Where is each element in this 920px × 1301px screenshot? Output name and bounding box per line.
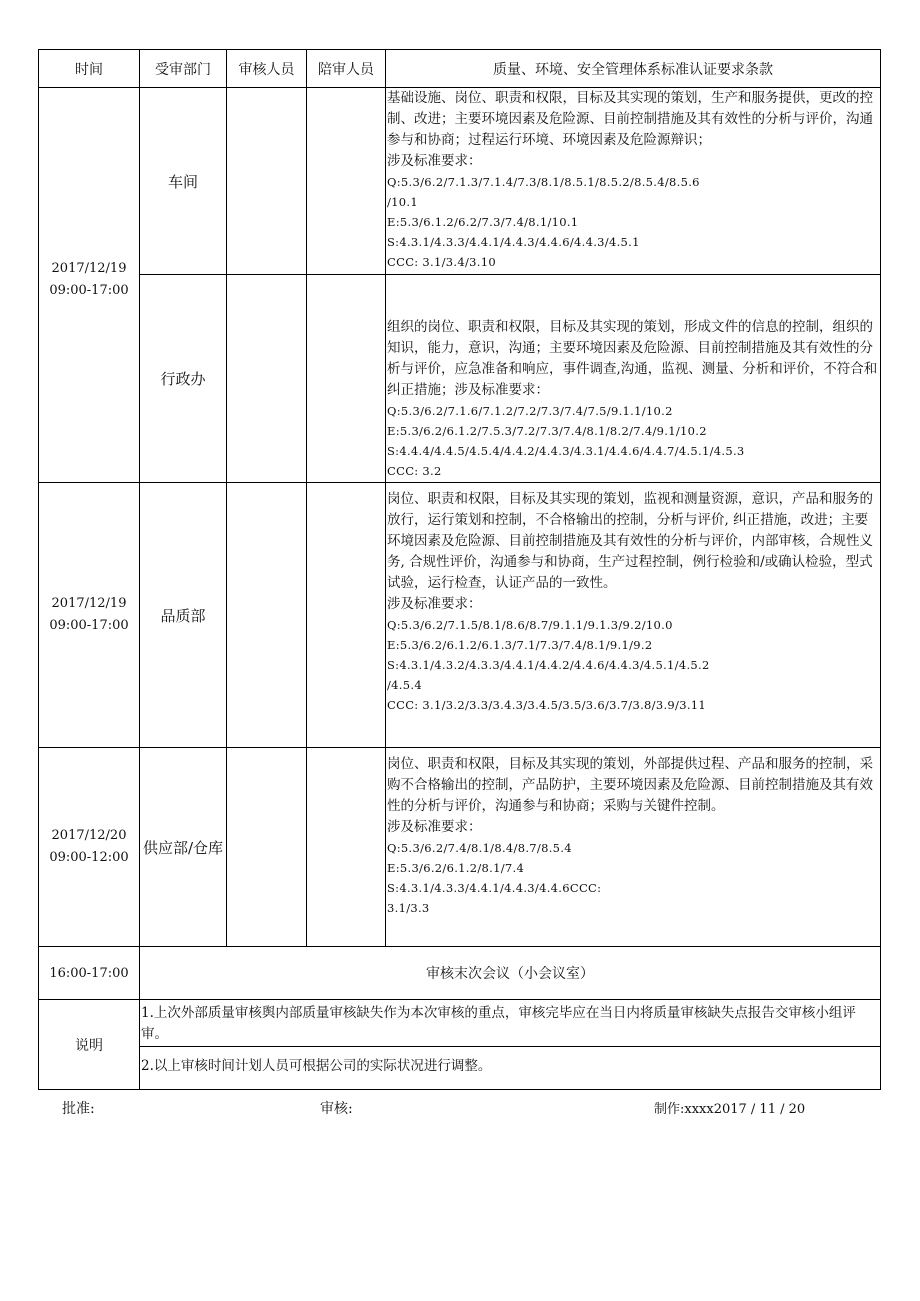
- row3-time: [39, 483, 139, 747]
- row4-s2: 3.1/3.3: [387, 901, 430, 915]
- row1-e: E:5.3/6.1.2/6.2/7.3/7.4/8.1/10.1: [387, 215, 579, 229]
- row1-time: [39, 250, 139, 310]
- note-1: [141, 1003, 879, 1045]
- row1-s: S:4.3.1/4.3.3/4.4.1/4.4.3/4.4.6/4.4.3/4.5.1: [387, 235, 640, 249]
- row1-time-date: 2017/12/19: [51, 261, 127, 276]
- row4-time-date: 2017/12/20: [51, 828, 127, 843]
- row4-s: S:4.3.1/4.3.3/4.4.1/4.4.3/4.4.6CCC:: [387, 881, 602, 895]
- row4-time-range: 09:00-12:00: [49, 850, 129, 865]
- header-auditor: 审核人员: [238, 61, 295, 78]
- row3-e: E:5.3/6.2/6.1.2/6.1.3/7.1/7.3/7.4/8.1/9.1/9.2: [387, 638, 653, 652]
- row4-e: E:5.3/6.2/6.1.2/8.1/7.4: [387, 861, 525, 875]
- row4-dept: 供应部/仓库: [142, 838, 224, 857]
- row3-ccc: CCC: 3.1/3.2/3.3/3.4.3/3.4.5/3.5/3.6/3.7/3.8/3.9/3.11: [387, 698, 707, 712]
- footer-made: 制作:xxxx2017 / 11 / 20: [654, 1102, 806, 1117]
- row2-e: E:5.3/6.2/6.1.2/7.5.3/7.2/7.3/7.4/8.1/8.2/7.4/9.1/10.2: [387, 424, 707, 438]
- row4-clauses: [387, 754, 879, 944]
- row3-time-range: 09:00-17:00: [49, 618, 129, 633]
- header-escort: 陪审人员: [318, 61, 374, 78]
- closing-time: 16:00-17:00: [49, 965, 129, 981]
- header-time: 时间: [75, 61, 103, 78]
- row4-q: Q:5.3/6.2/7.4/8.1/8.4/8.7/8.5.4: [387, 841, 572, 855]
- row1-clauses: [387, 88, 879, 274]
- row2-dept: 行政办: [160, 370, 206, 388]
- row1-req-label: 涉及标准要求：: [387, 153, 482, 169]
- row1-q2: /10.1: [387, 195, 418, 209]
- note-1-text: 1.上次外部质量审核舆内部质量审核缺失作为本次审核的重点，审核完毕应在当日内将质量审核缺失点报告交审核小组评审。: [141, 1005, 856, 1042]
- row4-time: [39, 748, 139, 946]
- footer-review: 审核:: [320, 1101, 353, 1117]
- row3-s: S:4.3.1/4.3.2/4.3.3/4.4.1/4.4.2/4.4.6/4.4.3/4.5.1/4.5.2: [387, 658, 710, 672]
- note-2-text: 2.以上审核时间计划人员可根据公司的实际状况进行调整。: [141, 1058, 492, 1074]
- row4-req-label: 涉及标准要求：: [387, 819, 482, 835]
- row1-time-range: 09:00-17:00: [49, 283, 129, 298]
- row1-desc: 基础设施、岗位、职责和权限，目标及其实现的策划，生产和服务提供，更改的控制、改进；主要环境因素及危险源、目前控制措施及其有效性的分析与评价，沟通参与和协商；过程运行环境、环境因素及危险源辩识；: [387, 90, 873, 148]
- note-2: [141, 1056, 879, 1086]
- row3-s2: /4.5.4: [387, 678, 422, 692]
- row1-dept: 车间: [167, 172, 198, 191]
- row1-q: Q:5.3/6.2/7.1.3/7.1.4/7.3/8.1/8.5.1/8.5.2/8.5.4/8.5.6: [387, 175, 700, 189]
- row3-desc: 岗位、职责和权限，目标及其实现的策划，监视和测量资源，意识，产品和服务的放行，运行策划和控制，不合格输出的控制，分析与评价, 纠正措施，改进；主要环境因素及危险源、目前控制措施及其有效性的分析与评价，内部审核，合规性义务, 合规性评价，沟通参与和协商，生产过程控制，例行检验和/或确认检验，型式试验，运行检查，认证产品的一致性。: [387, 491, 873, 591]
- row2-desc: 组织的岗位、职责和权限，目标及其实现的策划，形成文件的信息的控制，组织的知识，能力，意识，沟通；主要环境因素及危险源、目前控制措施及其有效性的分析与评价，应急准备和响应，事件调查,沟通，监视、测量、分析和评价，不符合和纠正措施；涉及标准要求：: [387, 319, 878, 398]
- row3-req-label: 涉及标准要求：: [387, 596, 482, 612]
- row4-desc: 岗位、职责和权限，目标及其实现的策划，外部提供过程、产品和服务的控制，采购不合格输出的控制，产品防护，主要环境因素及危险源、目前控制措施及其有效性的分析与评价，沟通参与和协商；采购与关键件控制。: [387, 756, 873, 814]
- header-dept: 受审部门: [155, 61, 211, 78]
- row2-q: Q:5.3/6.2/7.1.6/7.1.2/7.2/7.3/7.4/7.5/9.1.1/10.2: [387, 404, 673, 418]
- row2-clauses: [387, 317, 879, 482]
- footer-approve: 批准:: [62, 1101, 95, 1117]
- row3-time-date: 2017/12/19: [51, 596, 127, 611]
- row1-ccc: CCC: 3.1/3.4/3.10: [387, 255, 496, 269]
- row3-clauses: [387, 489, 879, 745]
- row3-q: Q:5.3/6.2/7.1.5/8.1/8.6/8.7/9.1.1/9.1.3/9.2/10.0: [387, 618, 673, 632]
- row2-s: S:4.4.4/4.4.5/4.5.4/4.4.2/4.4.3/4.3.1/4.4.6/4.4.7/4.5.1/4.5.3: [387, 444, 745, 458]
- notes-label: 说明: [75, 1037, 103, 1054]
- row3-dept: 品质部: [160, 606, 206, 625]
- closing-meeting: 审核末次会议（小会议室）: [426, 966, 594, 982]
- header-clauses: 质量、环境、安全管理体系标准认证要求条款: [493, 61, 773, 78]
- row2-ccc: CCC: 3.2: [387, 464, 442, 478]
